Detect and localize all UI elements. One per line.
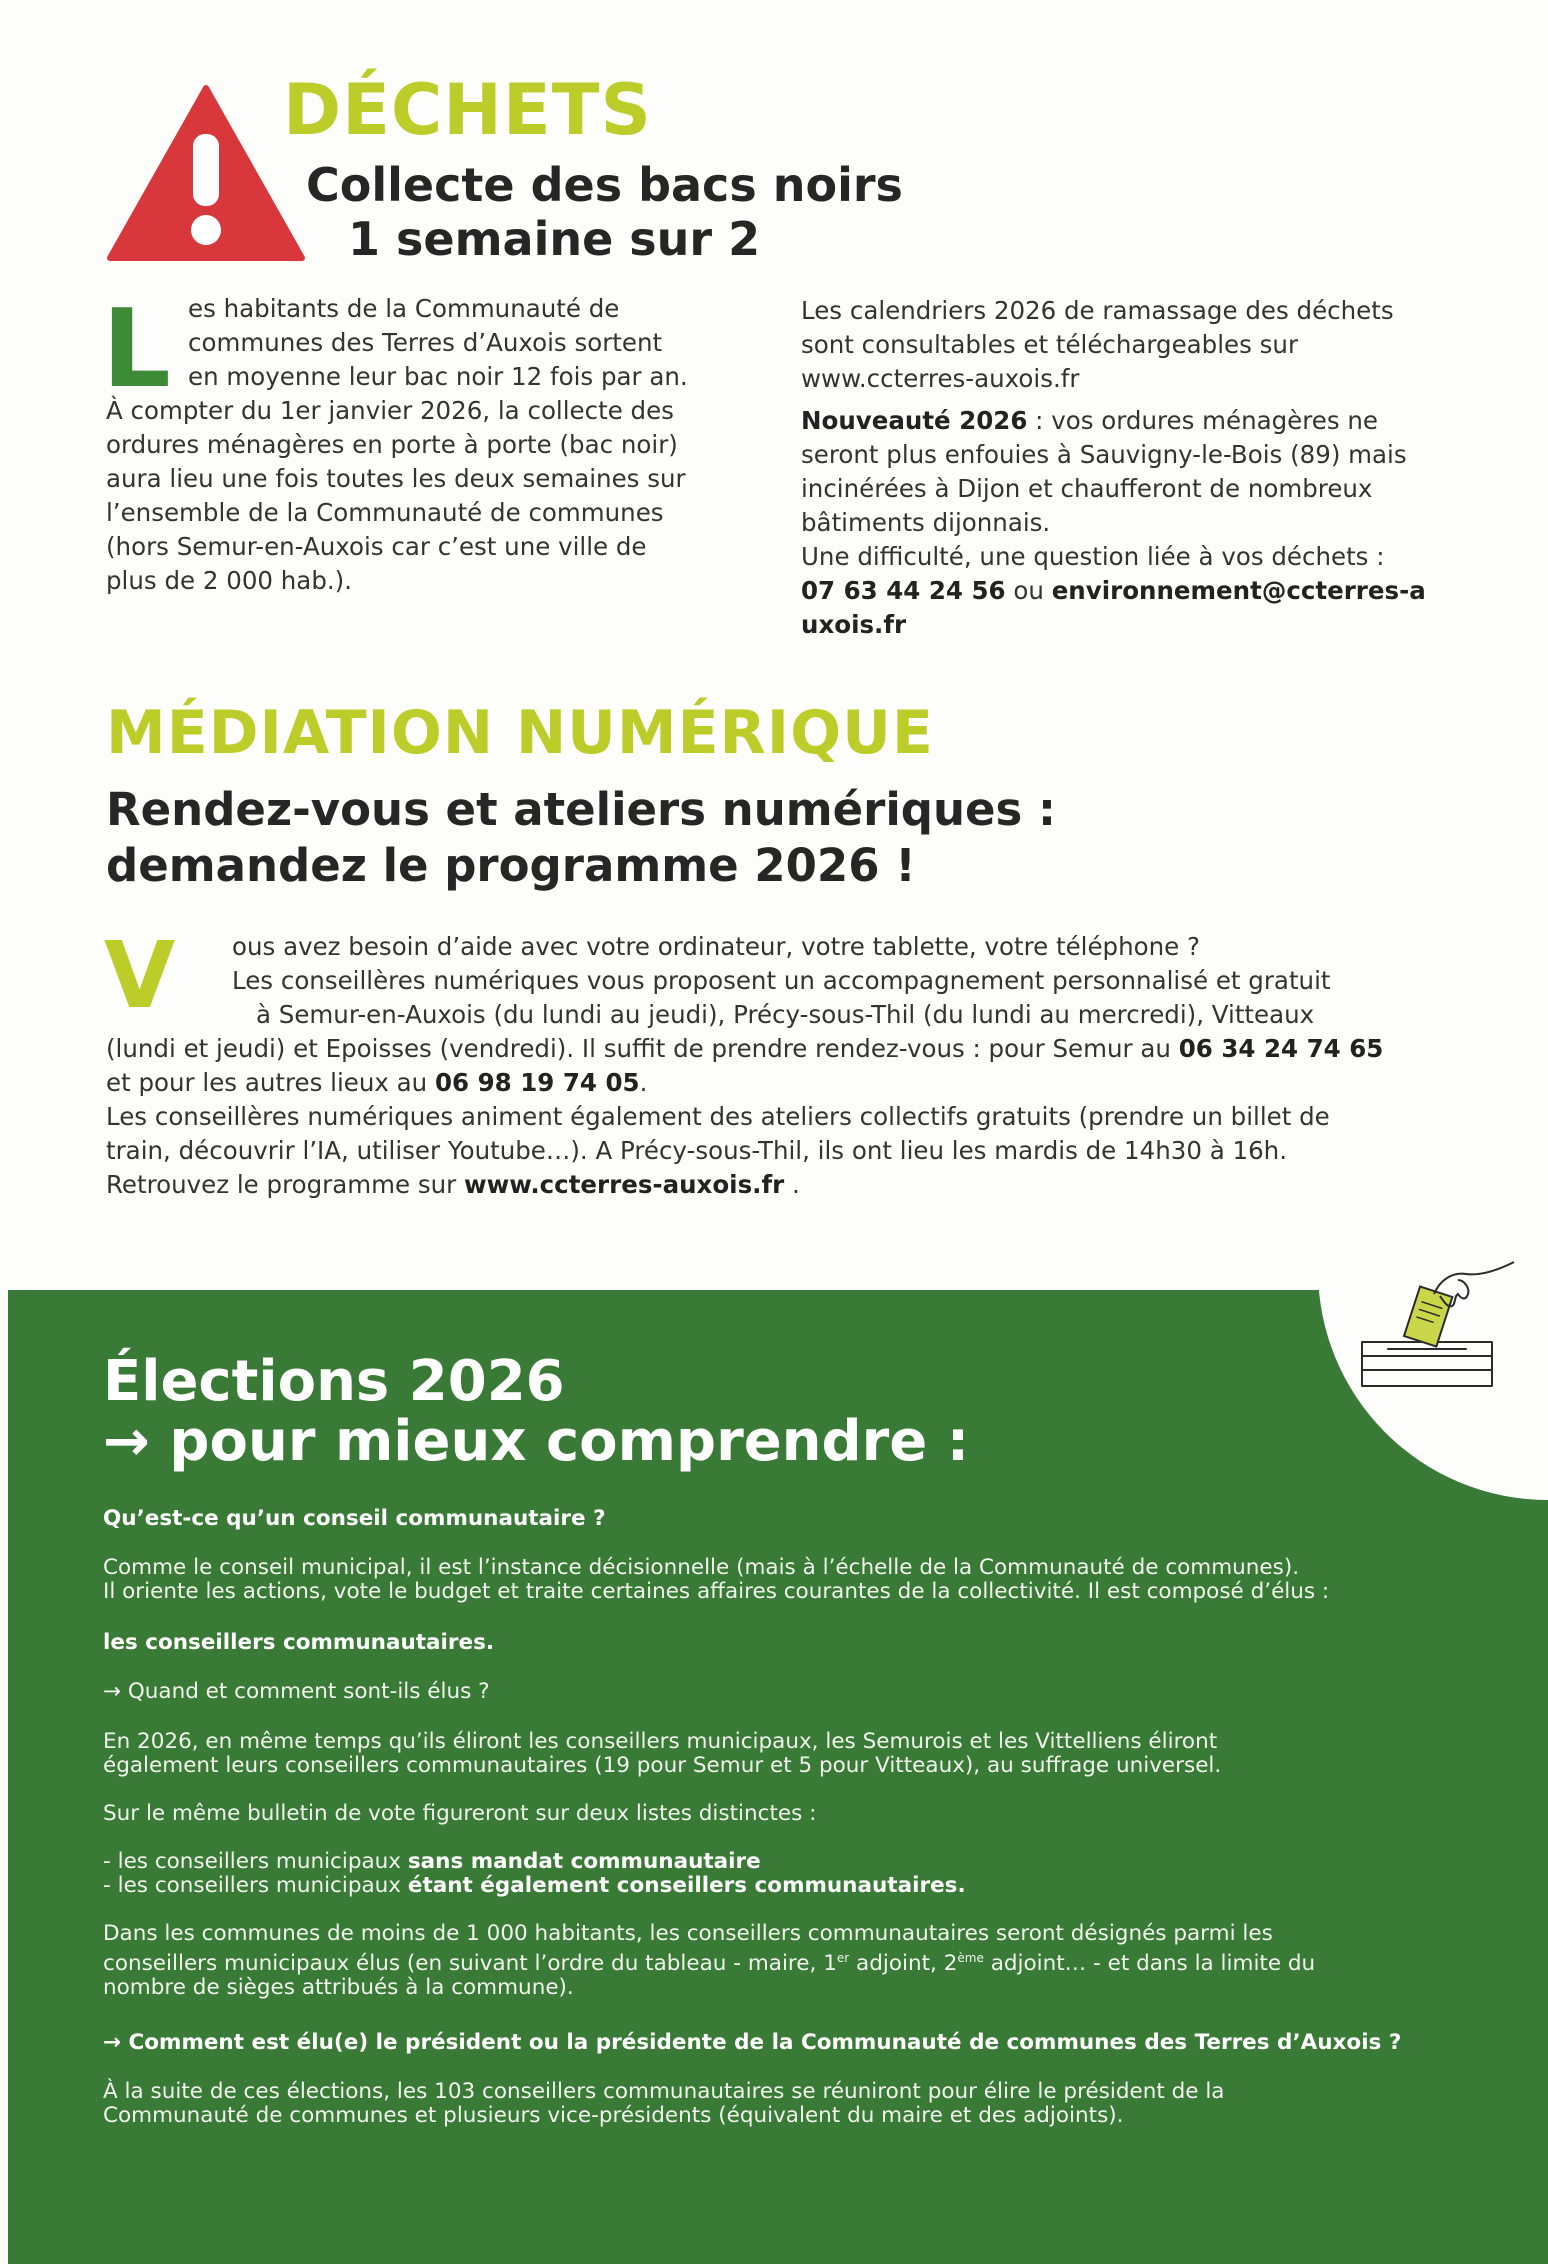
dechets-nouveaute-paragraph bbox=[801, 404, 1441, 540]
dechets-title: DÉCHETS bbox=[283, 69, 652, 151]
dechets-left-line: communes des Terres d’Auxois sortent bbox=[188, 328, 663, 357]
paragraph-petites-communes bbox=[103, 1922, 1533, 2000]
paragraph-president bbox=[103, 2080, 1523, 2128]
paragraph-conseil bbox=[103, 1556, 1523, 1604]
list-item-text: - les conseillers municipaux bbox=[103, 1849, 408, 1874]
dechets-left-line: ordures ménagères en porte à porte (bac noir) bbox=[106, 430, 678, 459]
nouveaute-text: : vos ordures ménagères ne seront plus enfouies à Sauvigny-le-Bois (89) mais incinérées à Dijon et chaufferont de nombreux bâtiments dijonnais. bbox=[801, 406, 1407, 537]
dechets-dropcap: L bbox=[102, 287, 171, 412]
paragraph-2026 bbox=[103, 1730, 1523, 1778]
dechets-subtitle-line2: 1 semaine sur 2 bbox=[348, 212, 761, 267]
p4-text-c: adjoint… - et dans la limite du bbox=[983, 1951, 1316, 1977]
paragraph-bulletin: Sur le même bulletin de vote figureront sur deux listes distinctes : bbox=[103, 1801, 817, 1826]
question-quand: → Quand et comment sont-ils élus ? bbox=[103, 1679, 490, 1704]
mediation-line bbox=[106, 1168, 1526, 1202]
list-item bbox=[103, 1874, 1523, 1898]
dechets-left-line: À compter du 1er janvier 2026, la collecte des bbox=[106, 396, 674, 425]
mediation-subtitle-line2: demandez le programme 2026 ! bbox=[106, 839, 916, 892]
mediation-line5-end: . bbox=[639, 1068, 648, 1097]
dechets-left-line: l’ensemble de la Communauté de communes bbox=[106, 498, 664, 527]
mediation-subtitle-line1: Rendez-vous et ateliers numériques : bbox=[106, 783, 1056, 836]
question-conseil: Qu’est-ce qu’un conseil communautaire ? bbox=[103, 1506, 606, 1531]
dechets-left-column bbox=[106, 292, 756, 598]
p4-text-b: adjoint, 2 bbox=[849, 1951, 958, 1977]
dechets-subtitle bbox=[306, 158, 903, 267]
dechets-subtitle-line1: Collecte des bacs noirs bbox=[306, 158, 903, 212]
mediation-body bbox=[104, 922, 1526, 1202]
elections-title-line2: → pour mieux comprendre : bbox=[103, 1409, 970, 1474]
paragraph-line: À la suite de ces élections, les 103 conseillers communautaires se réuniront pour élire le président de la bbox=[103, 2079, 1225, 2104]
dechets-left-line: plus de 2 000 hab.). bbox=[106, 566, 353, 595]
dechets-left-line: aura lieu une fois toutes les deux semaines sur bbox=[106, 464, 686, 493]
nouveaute-label: Nouveauté 2026 bbox=[801, 406, 1028, 435]
conseillers-bold: les conseillers communautaires. bbox=[103, 1630, 495, 1655]
website-link[interactable]: www.ccterres-auxois.fr bbox=[464, 1170, 785, 1199]
dechets-or-word: ou bbox=[1005, 576, 1052, 605]
ballot-box-icon bbox=[1348, 1250, 1518, 1410]
mediation-line: ous avez besoin d’aide avec votre ordinateur, votre tablette, votre téléphone ? bbox=[232, 932, 1201, 961]
phone-semur-link[interactable]: 06 34 24 74 65 bbox=[1178, 1034, 1384, 1063]
list-listes bbox=[103, 1850, 1523, 1898]
mediation-dropcap: V bbox=[104, 922, 176, 1029]
mediation-line bbox=[106, 1066, 1526, 1100]
elections-title-line1: Élections 2026 bbox=[103, 1349, 565, 1414]
dechets-phone-link[interactable]: 07 63 44 24 56 bbox=[801, 576, 1006, 605]
paragraph-line: également leurs conseillers communautaires (19 pour Semur et 5 pour Vitteaux), au suffrage universel. bbox=[103, 1753, 1222, 1778]
paragraph-line: Il oriente les actions, vote le budget et traite certaines affaires courantes de la collectivité. Il est composé d’élus : bbox=[103, 1579, 1330, 1604]
dechets-question-text: Une difficulté, une question liée à vos déchets : bbox=[801, 542, 1385, 571]
p4-sup-2: ème bbox=[957, 1951, 984, 1965]
mediation-line: Les conseillères numériques vous proposent un accompagnement personnalisé et gratuit bbox=[232, 966, 1331, 995]
list-item-bold: étant également conseillers communautaires. bbox=[407, 1873, 966, 1898]
mediation-line8-end: . bbox=[784, 1170, 800, 1199]
mediation-line4-text: (lundi et jeudi) et Epoisses (vendredi). Il suffit de prendre rendez-vous : pour Semur au bbox=[106, 1034, 1179, 1063]
dechets-contact bbox=[801, 574, 1441, 642]
dechets-left-line: es habitants de la Communauté de bbox=[188, 294, 620, 323]
paragraph-line bbox=[103, 1946, 1533, 1976]
p4-text-a: conseillers municipaux élus (en suivant l’ordre du tableau - maire, 1 bbox=[103, 1951, 837, 1977]
phone-autres-link[interactable]: 06 98 19 74 05 bbox=[434, 1068, 640, 1097]
dechets-email-link[interactable]: environnement@ccterres-auxois.fr bbox=[801, 576, 1426, 639]
elections-panel bbox=[8, 1290, 1548, 2264]
list-item bbox=[103, 1850, 1523, 1874]
p4-sup-1: er bbox=[836, 1951, 850, 1965]
warning-triangle-icon bbox=[106, 84, 306, 262]
paragraph-line: Comme le conseil municipal, il est l’instance décisionnelle (mais à l’échelle de la Communauté de communes). bbox=[103, 1555, 1300, 1580]
dechets-right-column bbox=[801, 294, 1451, 642]
question-president: → Comment est élu(e) le président ou la présidente de la Communauté de communes des Terres d’Auxois ? bbox=[103, 2030, 1402, 2055]
mediation-line: train, découvrir l’IA, utiliser Youtube…). A Précy-sous-Thil, ils ont lieu les mardis de 14h30 à 16h. bbox=[106, 1136, 1288, 1165]
list-item-bold: sans mandat communautaire bbox=[407, 1849, 761, 1874]
paragraph-line: Dans les communes de moins de 1 000 habitants, les conseillers communautaires seront désignés parmi les bbox=[103, 1921, 1273, 1946]
mediation-line bbox=[106, 1032, 1526, 1066]
list-item-text: - les conseillers municipaux bbox=[103, 1873, 408, 1898]
dechets-left-line: (hors Semur-en-Auxois car c’est une ville de bbox=[106, 532, 647, 561]
paragraph-line: En 2026, en même temps qu’ils éliront les conseillers municipaux, les Semurois et les Vittelliens éliront bbox=[103, 1729, 1218, 1754]
paragraph-line: nombre de sièges attribués à la commune). bbox=[103, 1975, 574, 2001]
mediation-subtitle bbox=[106, 782, 1056, 894]
dechets-left-line: en moyenne leur bac noir 12 fois par an. bbox=[188, 362, 688, 391]
mediation-line8-text: Retrouvez le programme sur bbox=[106, 1170, 465, 1199]
dechets-calendar-paragraph: Les calendriers 2026 de ramassage des déchets sont consultables et téléchargeables sur www.ccterres-auxois.fr bbox=[801, 296, 1394, 393]
mediation-line: à Semur-en-Auxois (du lundi au jeudi), Précy-sous-Thil (du lundi au mercredi), Vitteaux bbox=[256, 1000, 1315, 1029]
mediation-line: Les conseillères numériques animent également des ateliers collectifs gratuits (prendre un billet de bbox=[106, 1102, 1330, 1131]
mediation-title: MÉDIATION NUMÉRIQUE bbox=[106, 698, 934, 768]
mediation-line5-text: et pour les autres lieux au bbox=[106, 1068, 435, 1097]
paragraph-line: Communauté de communes et plusieurs vice-présidents (équivalent du maire et des adjoints). bbox=[103, 2103, 1124, 2128]
elections-title bbox=[103, 1349, 970, 1474]
